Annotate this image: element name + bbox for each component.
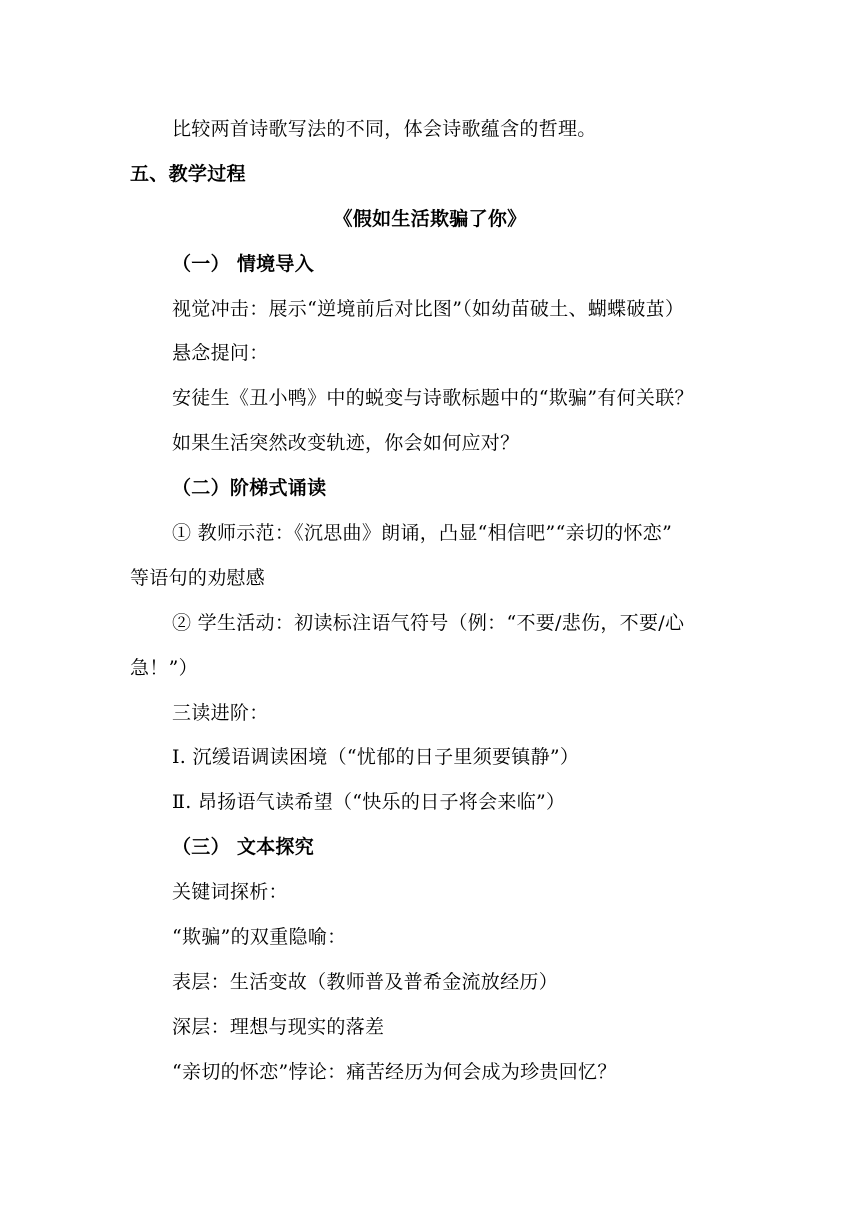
part3-deep: 深层：理想与现实的落差 [172, 1016, 385, 1038]
poem-title: 《假如生活欺骗了你》 [333, 208, 527, 230]
part1-heading: （一） 情境导入 [172, 253, 315, 275]
part2-item1-line2: 等语句的劝慰感 [130, 567, 266, 589]
part2-item2-line2: 急！”） [130, 657, 198, 679]
part1-question2: 如果生活突然改变轨迹，你会如何应对？ [172, 432, 520, 454]
part3-surface: 表层：生活变故（教师普及普希金流放经历） [172, 971, 559, 993]
part1-question1: 安徒生《丑小鸭》中的蜕变与诗歌标题中的“欺骗”有何关联？ [172, 387, 694, 409]
part3-metaphor: “欺骗”的双重隐喻： [172, 926, 347, 948]
part1-suspense-label: 悬念提问： [172, 342, 269, 364]
part2-three-reads: 三读进阶： [172, 702, 269, 724]
part2-item2-line1: ② 学生活动：初读标注语气符号（例：“不要/悲伤，不要/心 [172, 612, 685, 634]
section-heading-teaching-process: 五、教学过程 [130, 163, 246, 185]
intro-line: 比较两首诗歌写法的不同，体会诗歌蕴含的哲理。 [172, 118, 597, 140]
part2-read1: Ⅰ. 沉缓语调读困境（“忧郁的日子里须要镇静”） [172, 746, 580, 768]
part2-read2: Ⅱ. 昂扬语气读希望（“快乐的日子将会来临”） [172, 791, 566, 813]
part2-item1-line1: ① 教师示范：《沉思曲》朗诵，凸显“相信吧”“亲切的怀恋” [172, 522, 673, 544]
part3-paradox: “亲切的怀恋”悖论：痛苦经历为何会成为珍贵回忆？ [172, 1061, 617, 1083]
part3-keywords-label: 关键词探析： [172, 881, 288, 903]
part3-heading: （三） 文本探究 [172, 836, 315, 858]
part1-visual: 视觉冲击：展示“逆境前后对比图”（如幼苗破土、蝴蝶破茧） [172, 298, 685, 320]
part2-heading: （二）阶梯式诵读 [172, 477, 327, 499]
